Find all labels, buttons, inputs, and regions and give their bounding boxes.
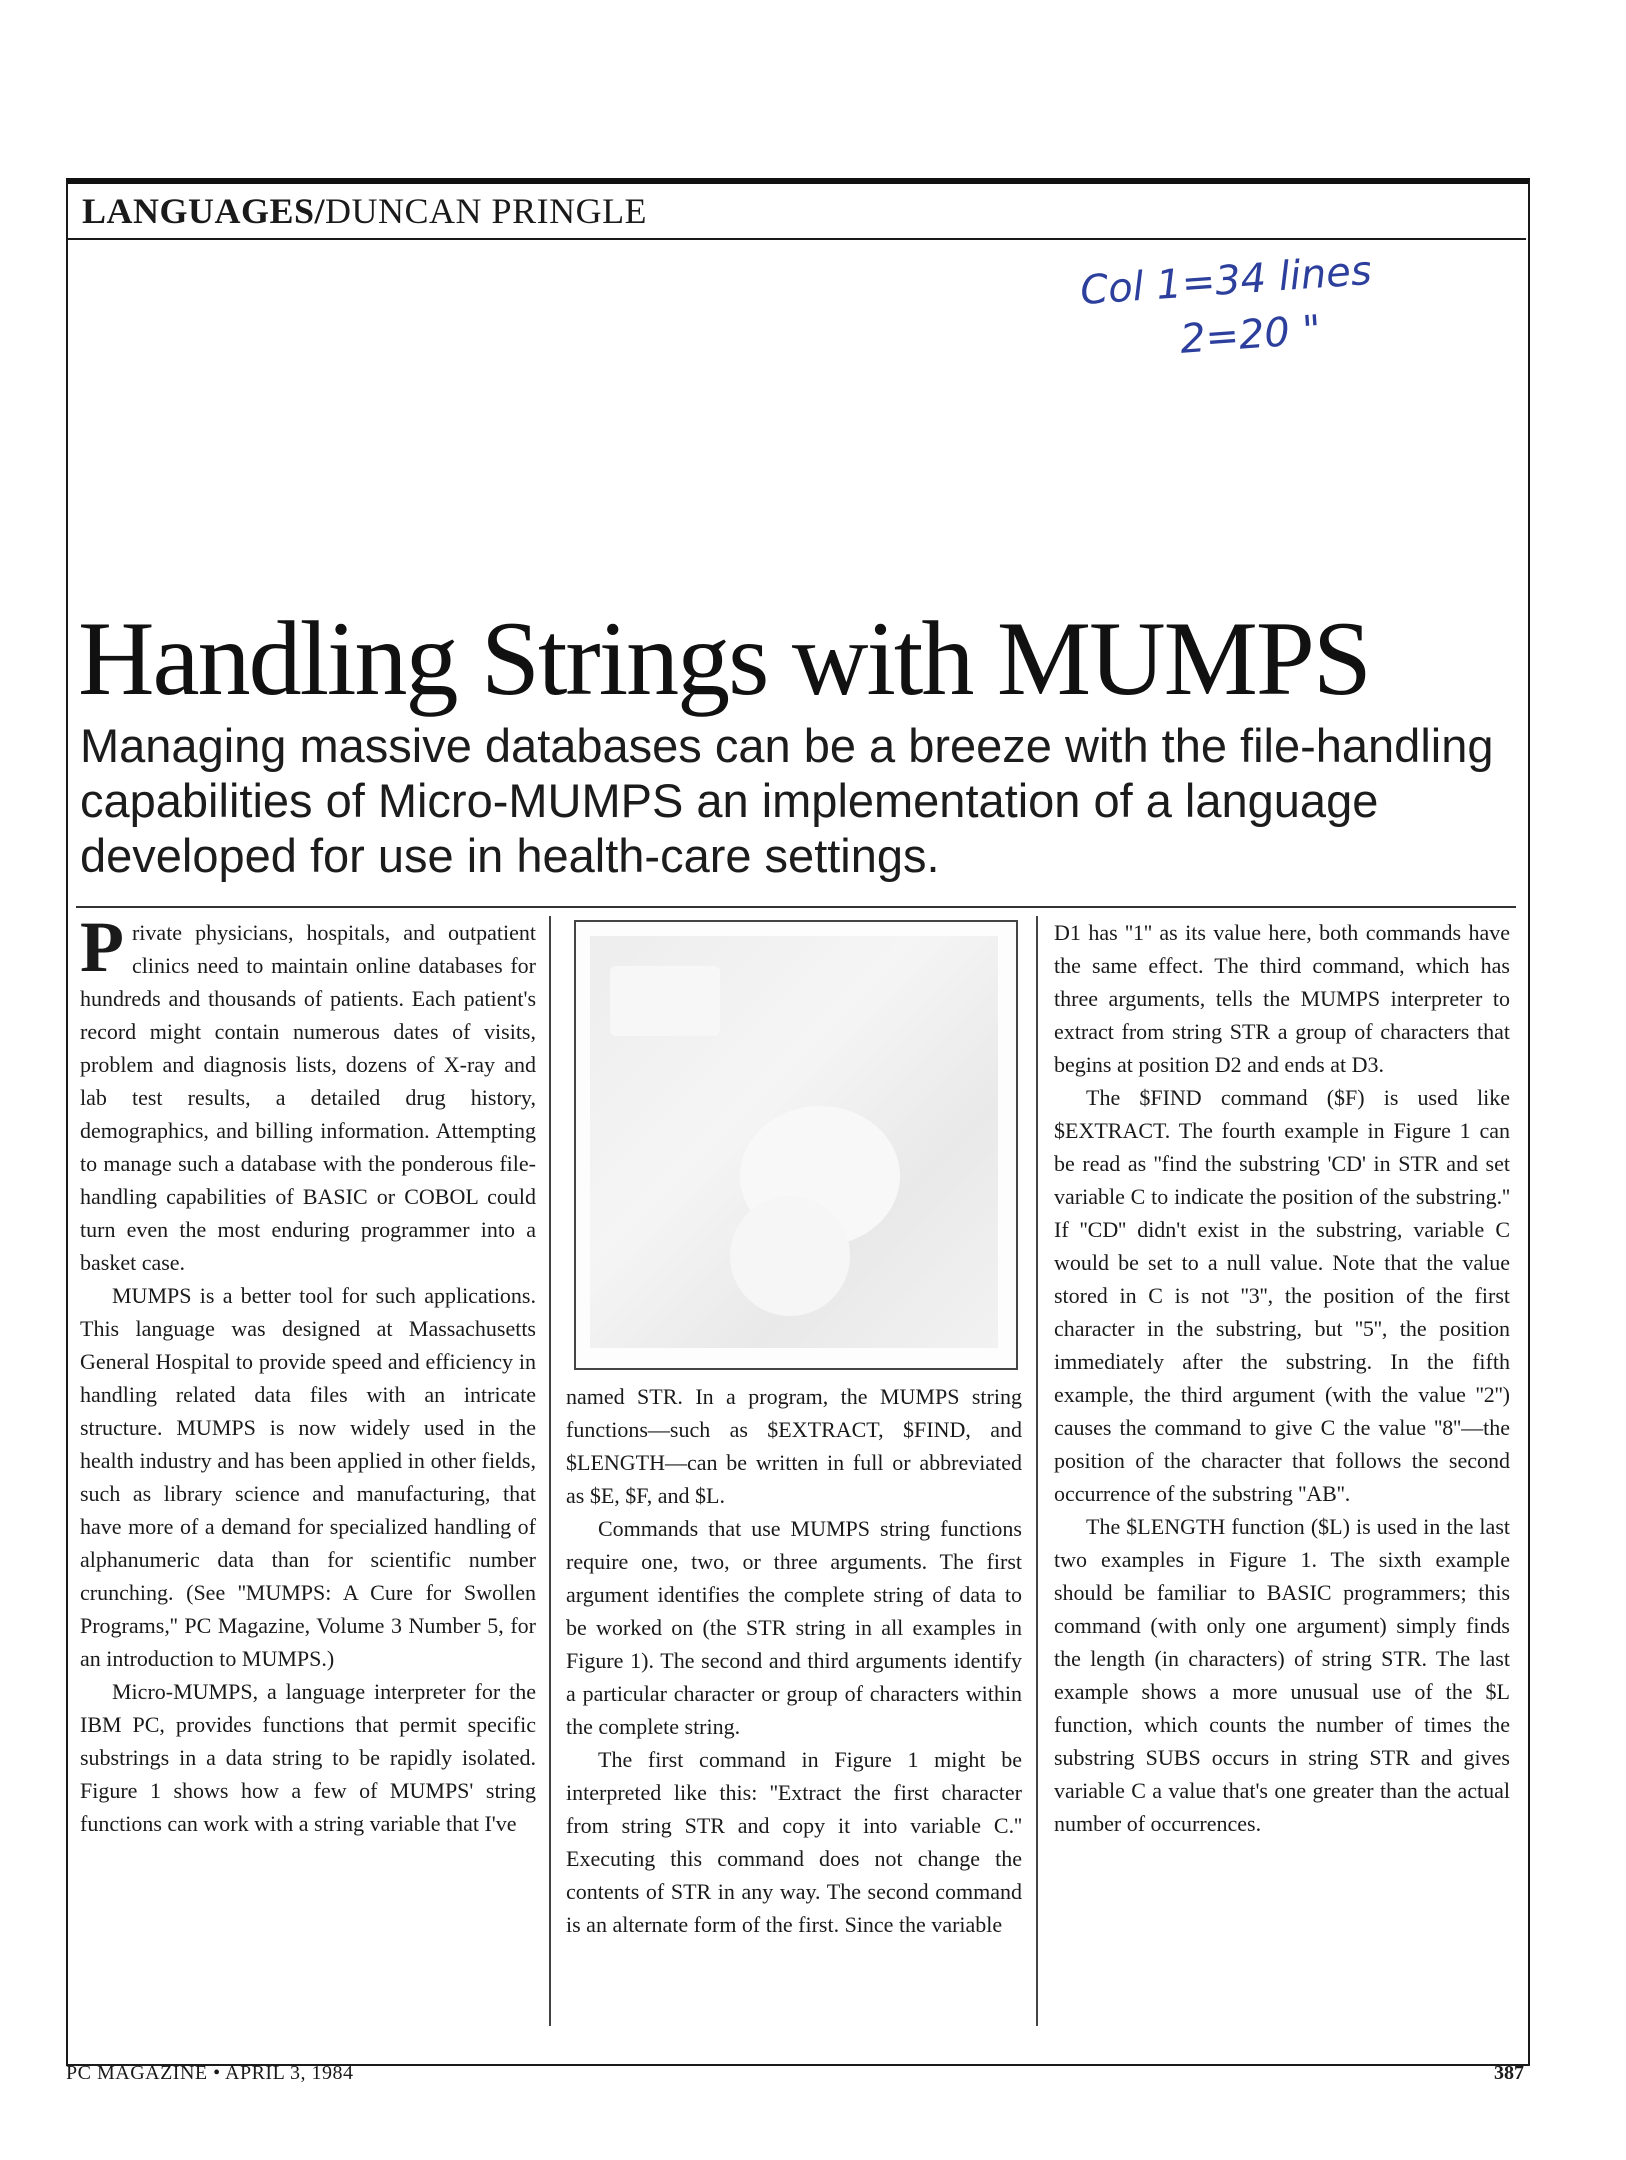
column-1: [80, 907, 536, 1840]
column-2: [566, 1380, 1022, 1941]
drop-cap: P: [80, 907, 124, 987]
column-divider-2: [1036, 916, 1038, 2026]
column-3: [1054, 916, 1510, 1840]
footer-publication: PC MAGAZINE • APRIL 3, 1984: [66, 2062, 354, 2084]
paragraph: The first command in Figure 1 might be interpreted like this: ''Extract the first character from string STR and copy it into variable C.'' Executing this command does not change the contents of STR in any way. The second command is an alternate form of the first. Since the variable: [566, 1747, 1022, 1937]
handwritten-note-line-2: 2=20 ": [1178, 307, 1323, 363]
article-title: Handling Strings with MUMPS: [78, 600, 1370, 717]
paragraph: The $LENGTH function ($L) is used in the last two examples in Figure 1. The sixth example should be familiar to BASIC programmers; this command (with only one argument) simply finds the length (in characters) of string STR. The last example shows a more unusual use of the $L function, which counts the number of times the substring SUBS occurs in string STR and gives variable C a value that's one greater than the actual number of occurrences.: [1054, 1514, 1510, 1836]
paragraph: Micro-MUMPS, a language interpreter for the IBM PC, provides functions that permit specific substrings in a data string to be rapidly isolated. Figure 1 shows how a few of MUMPS' string functions can work with a string variable that I've: [80, 1679, 536, 1836]
figure-image: [574, 920, 1018, 1370]
section-label: LANGUAGES/: [82, 191, 326, 231]
figure-shape: [610, 966, 720, 1036]
section-header: [82, 190, 647, 232]
author-name: DUNCAN PRINGLE: [325, 191, 648, 231]
paragraph: D1 has ''1'' as its value here, both commands have the same effect. The third command, which has three arguments, tells the MUMPS interpreter to extract from string STR a group of characters that begins at position D2 and ends at D3.: [1054, 920, 1510, 1077]
title-rule: [76, 906, 1516, 908]
article-deck: Managing massive databases can be a breeze with the file-handling capabilities of Micro-MUMPS an implementation of a language developed for use in health-care settings.: [80, 719, 1494, 882]
figure-shape: [730, 1196, 850, 1316]
handwritten-note-line-1: Col 1=34 lines: [1078, 247, 1374, 315]
paragraph: [80, 907, 536, 1279]
paragraph: Commands that use MUMPS string functions require one, two, or three arguments. The first argument identifies the complete string of data to be worked on (the STR string in all examples in Figure 1). The second and third arguments identify a particular character or group of characters within the complete string.: [566, 1516, 1022, 1739]
paragraph-text: rivate physicians, hospitals, and outpatient clinics need to maintain online databases for hundreds and thousands of patients. Each patient's record might contain numerous dates of visits, problem and diagnosis lists, dozens of X-ray and lab test results, a detailed drug history, demographics, and billing information. Attempting to manage such a database with the ponderous file-handling capabilities of BASIC or COBOL could turn even the most enduring programmer into a basket case.: [80, 920, 536, 1275]
paragraph: named STR. In a program, the MUMPS string functions—such as $EXTRACT, $FIND, and $LENGTH—can be written in full or abbreviated as $E, $F, and $L.: [566, 1384, 1022, 1508]
page-number: 387: [1494, 2062, 1524, 2084]
column-divider-1: [549, 916, 551, 2026]
paragraph: The $FIND command ($F) is used like $EXTRACT. The fourth example in Figure 1 can be read as ''find the substring 'CD' in STR and set variable C to indicate the position of the substring.'' If ''CD'' didn't exist in the substring, variable C would be set to a null value. Note that the value stored in C is not ''3'', the position of the first character in the substring, but ''5'', the position immediately after the substring. In the fifth example, the third argument (with the value ''2'') causes the command to give C the value ''8''—the position of the character that follows the second occurrence of the substring ''AB''.: [1054, 1085, 1510, 1506]
figure-photo: [590, 936, 998, 1348]
paragraph: MUMPS is a better tool for such applications. This language was designed at Massachusetts General Hospital to provide speed and efficiency in handling related data files with an intricate structure. MUMPS is now widely used in the health industry and has been applied in other fields, such as library science and manufacturing, that have more of a demand for specialized handling of alphanumeric data than for scientific number crunching. (See ''MUMPS: A Cure for Swollen Programs,'' PC Magazine, Volume 3 Number 5, for an introduction to MUMPS.): [80, 1283, 536, 1671]
